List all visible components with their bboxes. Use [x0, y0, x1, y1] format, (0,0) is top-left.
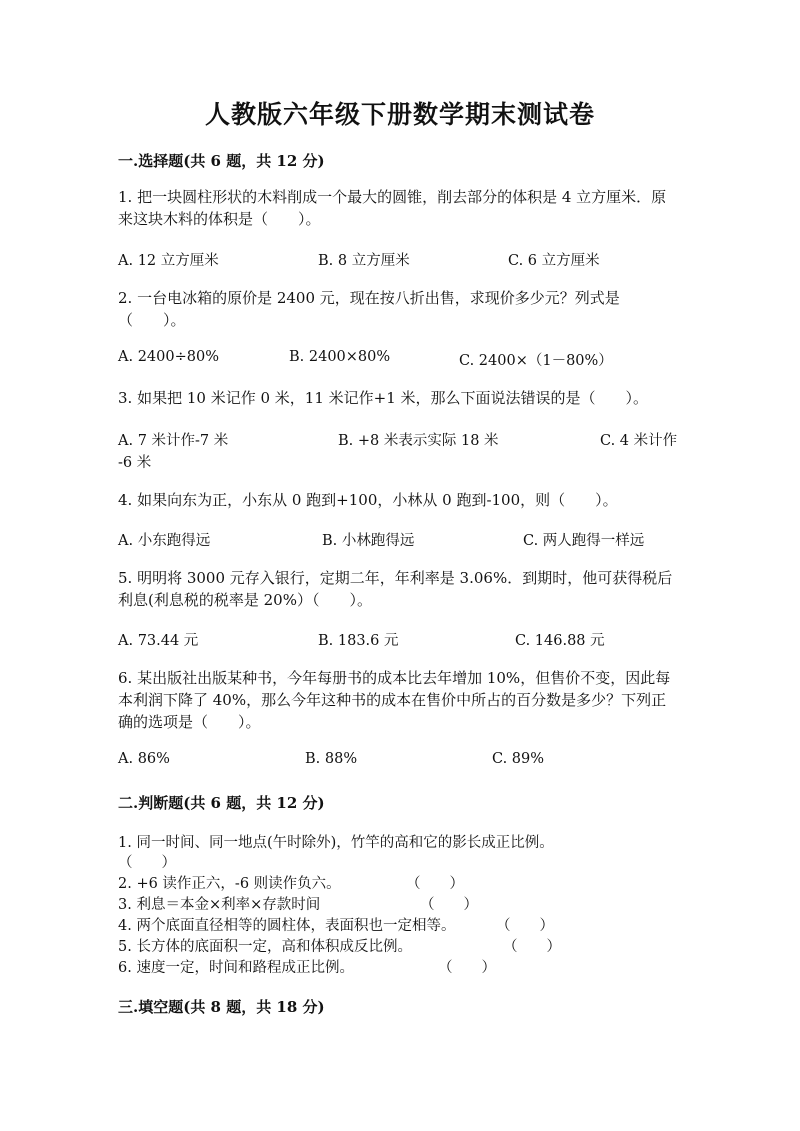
section-heading-fill: 三.填空题(共 8 题，共 18 分)	[118, 998, 325, 1016]
question-5-option-c: C. 146.88 元	[515, 633, 605, 649]
judge-item-4: 4. 两个底面直径相等的圆柱体，表面积也一定相等。	[118, 918, 456, 934]
question-5-option-b: B. 183.6 元	[318, 633, 399, 649]
question-1-option-a: A. 12 立方厘米	[118, 253, 219, 269]
judge-item-4-blank: （ ）	[496, 918, 554, 934]
judge-item-1: 1. 同一时间、同一地点(午时除外)，竹竿的高和它的影长成正比例。	[118, 835, 554, 851]
question-1-option-c: C. 6 立方厘米	[508, 253, 600, 269]
question-4-option-a: A. 小东跑得远	[118, 533, 211, 549]
judge-item-1-blank: （ ）	[118, 855, 176, 871]
question-1-option-b: B. 8 立方厘米	[318, 253, 410, 269]
question-4-option-b: B. 小林跑得远	[322, 533, 415, 549]
section-heading-choice: 一.选择题(共 6 题，共 12 分)	[118, 152, 325, 170]
question-6-stem: 6. 某出版社出版某种书，今年每册书的成本比去年增加 10%，但售价不变，因此每本利润下降了 40%，那么今年这种书的成本在售价中所占的百分数是多少？下列正确的选项是（ ）。	[118, 669, 671, 731]
question-5-option-a: A. 73.44 元	[118, 633, 199, 649]
question-5-stem: 5. 明明将 3000 元存入银行，定期二年，年利率是 3.06%．到期时，他可获得税后利息(利息税的税率是 20%）（ ）。	[118, 569, 673, 609]
question-2-option-b: B. 2400×80%	[289, 349, 391, 365]
question-6-option-b: B. 88%	[305, 751, 358, 767]
question-3-stem: 3. 如果把 10 米记作 0 米，11 米记作+1 米，那么下面说法错误的是（ ）。	[118, 389, 649, 407]
question-3-option-a: A. 7 米计作-7 米	[118, 433, 229, 449]
judge-item-5-blank: （ ）	[503, 939, 561, 955]
judge-item-6-blank: （ ）	[438, 960, 496, 976]
question-1-stem: 1. 把一块圆柱形状的木料削成一个最大的圆锥，削去部分的体积是 4 立方厘米．原来这块木料的体积是（ ）。	[118, 188, 667, 228]
judge-item-2-blank: （ ）	[406, 876, 464, 892]
question-2-option-c: C. 2400×（1－80%）	[459, 353, 613, 369]
section-heading-judge: 二.判断题(共 6 题，共 12 分)	[118, 794, 325, 812]
question-6-option-a: A. 86%	[118, 751, 170, 767]
question-3-option-c-continued: -6 米	[118, 455, 152, 471]
judge-item-2: 2. +6 读作正六，-6 则读作负六。	[118, 876, 341, 892]
judge-item-5: 5. 长方体的底面积一定，高和体积成反比例。	[118, 939, 412, 955]
question-4-stem: 4. 如果向东为正，小东从 0 跑到+100，小林从 0 跑到-100，则（ ）。	[118, 491, 618, 509]
page-title: 人教版六年级下册数学期末测试卷	[204, 100, 595, 129]
question-6-option-c: C. 89%	[492, 751, 545, 767]
question-4-option-c: C. 两人跑得一样远	[523, 533, 645, 549]
judge-item-3: 3. 利息＝本金×利率×存款时间	[118, 897, 321, 913]
question-3-option-c: C. 4 米计作	[600, 433, 678, 449]
question-2-option-a: A. 2400÷80%	[118, 349, 219, 365]
judge-item-6: 6. 速度一定，时间和路程成正比例。	[118, 960, 354, 976]
question-2-stem: 2. 一台电冰箱的原价是 2400 元，现在按八折出售，求现价多少元？列式是（ ）。	[118, 289, 620, 329]
judge-item-3-blank: （ ）	[420, 897, 478, 913]
question-3-option-b: B. +8 米表示实际 18 米	[338, 433, 499, 449]
